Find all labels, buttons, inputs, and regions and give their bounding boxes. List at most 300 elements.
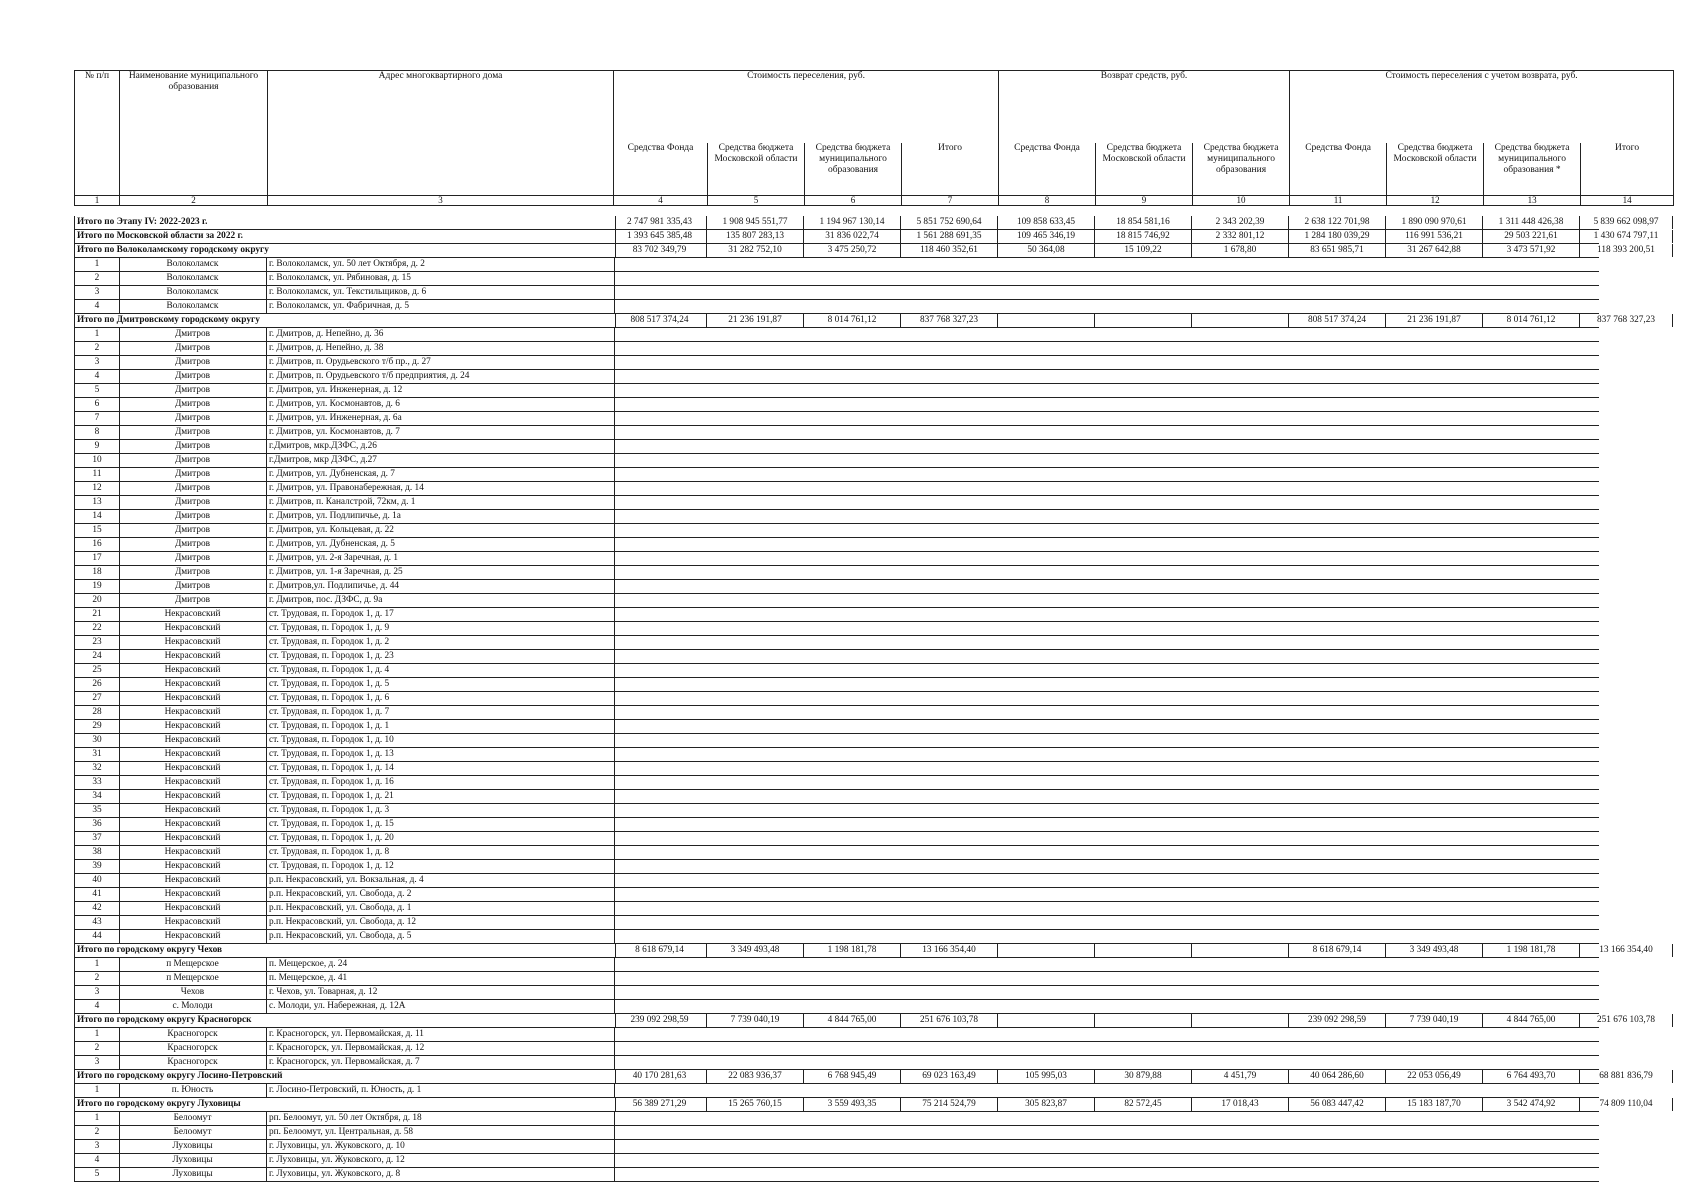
municipality-cell: Дмитров <box>119 370 267 383</box>
address-cell: г. Красногорск, ул. Первомайская, д. 11 <box>267 1028 615 1041</box>
row-number: 2 <box>74 1126 120 1139</box>
row-number: 13 <box>74 496 120 509</box>
municipality-cell: Дмитров <box>119 440 267 453</box>
municipality-cell: Некрасовский <box>119 664 267 677</box>
row-number: 25 <box>74 664 120 677</box>
row-number: 6 <box>74 398 120 411</box>
municipality-cell: Некрасовский <box>119 902 267 915</box>
municipality-cell: Некрасовский <box>119 734 267 747</box>
table-row <box>74 678 1599 692</box>
address-cell: п. Мещерское, д. 24 <box>267 958 615 971</box>
table-row <box>74 580 1599 594</box>
address-cell: г. Дмитров, ул. Правонабережная, д. 14 <box>267 482 615 495</box>
column-number: 11 <box>1290 196 1387 206</box>
row-number: 40 <box>74 874 120 887</box>
table-row <box>74 902 1599 916</box>
row-number: 22 <box>74 622 120 635</box>
total-value: 808 517 374,24 <box>1289 314 1386 327</box>
address-cell: г. Дмитров, ул. Кольцевая, д. 22 <box>267 524 615 537</box>
municipality-cell: Некрасовский <box>119 804 267 817</box>
municipality-cell: Волоколамск <box>119 258 267 271</box>
total-value: 5 851 752 690,64 <box>901 216 998 229</box>
total-value: 1 311 448 426,38 <box>1483 216 1580 229</box>
total-value: 1 908 945 551,77 <box>707 216 804 229</box>
row-number: 31 <box>74 748 120 761</box>
header-fund: Средства Фонда <box>999 143 1096 196</box>
row-number: 33 <box>74 776 120 789</box>
address-cell: г. Луховицы, ул. Жуковского, д. 8 <box>267 1168 615 1181</box>
row-number: 11 <box>74 468 120 481</box>
address-cell: р.п. Некрасовский, ул. Свобода, д. 12 <box>267 916 615 929</box>
row-number: 32 <box>74 762 120 775</box>
municipality-cell: Красногорск <box>119 1056 267 1069</box>
table-row <box>74 958 1599 972</box>
table-row <box>74 384 1599 398</box>
municipality-cell: Дмитров <box>119 482 267 495</box>
address-cell: г. Луховицы, ул. Жуковского, д. 12 <box>267 1154 615 1167</box>
total-value: 3 349 493,48 <box>1386 944 1483 957</box>
total-value: 17 018,43 <box>1192 1098 1289 1111</box>
municipality-cell: Чехов <box>119 986 267 999</box>
total-value: 15 183 187,70 <box>1386 1098 1483 1111</box>
address-cell: р.п. Некрасовский, ул. Вокзальная, д. 4 <box>267 874 615 887</box>
municipality-cell: Белоомут <box>119 1126 267 1139</box>
municipality-cell: Некрасовский <box>119 832 267 845</box>
total-value: 40 170 281,63 <box>613 1070 707 1083</box>
total-value: 82 572,45 <box>1095 1098 1192 1111</box>
municipality-cell: Дмитров <box>119 426 267 439</box>
total-value <box>1192 314 1289 327</box>
address-cell: г. Лосино-Петровский, п. Юность, д. 1 <box>267 1084 615 1097</box>
municipality-cell: Некрасовский <box>119 888 267 901</box>
address-cell: г. Чехов, ул. Товарная, д. 12 <box>267 986 615 999</box>
total-value: 1 561 288 691,35 <box>901 230 998 243</box>
total-value: 5 839 662 098,97 <box>1580 216 1673 229</box>
address-cell: ст. Трудовая, п. Городок 1, д. 14 <box>267 762 615 775</box>
table-row <box>74 846 1599 860</box>
municipality-cell: Красногорск <box>119 1028 267 1041</box>
total-value: 31 282 752,10 <box>707 244 804 257</box>
total-value: 18 815 746,92 <box>1095 230 1192 243</box>
total-value: 8 618 679,14 <box>1289 944 1386 957</box>
total-value: 4 844 765,00 <box>804 1014 901 1027</box>
total-value: 135 807 283,13 <box>707 230 804 243</box>
row-number: 20 <box>74 594 120 607</box>
municipality-cell: Луховицы <box>119 1154 267 1167</box>
column-number: 13 <box>1484 196 1581 206</box>
total-value: 105 995,03 <box>998 1070 1095 1083</box>
row-number: 1 <box>74 1028 120 1041</box>
total-value: 118 460 352,61 <box>901 244 998 257</box>
table-row <box>74 790 1599 804</box>
total-value: 118 393 200,51 <box>1580 244 1673 257</box>
row-number: 44 <box>74 930 120 943</box>
municipality-cell: Дмитров <box>119 342 267 355</box>
row-number: 1 <box>74 958 120 971</box>
table-row <box>74 356 1599 370</box>
address-cell: г. Луховицы, ул. Жуковского, д. 10 <box>267 1140 615 1153</box>
row-number: 14 <box>74 510 120 523</box>
municipality-cell: Некрасовский <box>119 860 267 873</box>
municipality-cell: Волоколамск <box>119 286 267 299</box>
total-label: Итого по Дмитровскому городскому округу <box>74 314 616 327</box>
column-number: 10 <box>1193 196 1290 206</box>
total-value: 22 083 936,37 <box>707 1070 804 1083</box>
header-municipality: Наименование муниципального образования <box>120 71 268 196</box>
municipality-cell: Некрасовский <box>119 762 267 775</box>
municipality-cell: Некрасовский <box>119 790 267 803</box>
address-cell: ст. Трудовая, п. Городок 1, д. 23 <box>267 650 615 663</box>
row-number: 24 <box>74 650 120 663</box>
row-number: 1 <box>74 258 120 271</box>
total-value: 7 739 040,19 <box>1386 1014 1483 1027</box>
table-row <box>74 468 1599 482</box>
row-number: 42 <box>74 902 120 915</box>
row-number: 34 <box>74 790 120 803</box>
address-cell: ст. Трудовая, п. Городок 1, д. 13 <box>267 748 615 761</box>
total-value: 1 890 090 970,61 <box>1386 216 1483 229</box>
header-total: Итого <box>1581 143 1674 196</box>
total-value: 4 844 765,00 <box>1483 1014 1580 1027</box>
total-value <box>1095 314 1192 327</box>
address-cell: г. Красногорск, ул. Первомайская, д. 12 <box>267 1042 615 1055</box>
table-row-total <box>74 1070 1653 1084</box>
address-cell: г. Дмитров, п. Каналстрой, 72км, д. 1 <box>267 496 615 509</box>
total-value: 1 678,80 <box>1192 244 1289 257</box>
municipality-cell: Некрасовский <box>119 776 267 789</box>
row-number: 19 <box>74 580 120 593</box>
address-cell: г.Дмитров, мкр.ДЗФС, д.26 <box>267 440 615 453</box>
total-value: 68 881 836,79 <box>1580 1070 1673 1083</box>
total-value: 4 451,79 <box>1192 1070 1289 1083</box>
header-fund: Средства Фонда <box>614 143 708 196</box>
table-row <box>74 552 1599 566</box>
table-row-total <box>74 216 1659 230</box>
total-label: Итого по городскому округу Луховицы <box>74 1098 616 1111</box>
table-row <box>74 1168 1599 1182</box>
row-number: 10 <box>74 454 120 467</box>
total-value: 56 083 447,42 <box>1289 1098 1386 1111</box>
table-row <box>74 720 1599 734</box>
row-number: 27 <box>74 692 120 705</box>
column-number: 5 <box>708 196 805 206</box>
table-row <box>74 1126 1599 1140</box>
row-number: 4 <box>74 1000 120 1013</box>
address-cell: с. Молоди, ул. Набережная, д. 12А <box>267 1000 615 1013</box>
table-row <box>74 454 1599 468</box>
total-value: 29 503 221,61 <box>1483 230 1580 243</box>
address-cell: ст. Трудовая, п. Городок 1, д. 6 <box>267 692 615 705</box>
row-number: 4 <box>74 1154 120 1167</box>
total-value: 1 194 967 130,14 <box>804 216 901 229</box>
address-cell: ст. Трудовая, п. Городок 1, д. 12 <box>267 860 615 873</box>
address-cell: р.п. Некрасовский, ул. Свобода, д. 1 <box>267 902 615 915</box>
header-region: Средства бюджета Московской области <box>1387 143 1484 196</box>
total-label: Итого по городскому округу Лосино-Петровский <box>74 1070 616 1083</box>
table-row <box>74 692 1599 706</box>
total-value <box>1095 944 1192 957</box>
municipality-cell: Дмитров <box>119 552 267 565</box>
row-number: 39 <box>74 860 120 873</box>
table-row <box>74 412 1599 426</box>
address-cell: ст. Трудовая, п. Городок 1, д. 16 <box>267 776 615 789</box>
total-value: 808 517 374,24 <box>613 314 707 327</box>
municipality-cell: Дмитров <box>119 468 267 481</box>
table-row <box>74 622 1599 636</box>
municipality-cell: Дмитров <box>119 412 267 425</box>
municipality-cell: п Мещерское <box>119 958 267 971</box>
municipality-cell: Некрасовский <box>119 846 267 859</box>
table-row <box>74 608 1599 622</box>
table-row <box>74 524 1599 538</box>
total-value: 2 343 202,39 <box>1192 216 1289 229</box>
header-no: № п/п <box>75 71 120 196</box>
table-row <box>74 482 1599 496</box>
total-label: Итого по городскому округу Красногорск <box>74 1014 616 1027</box>
total-value: 2 747 981 335,43 <box>613 216 707 229</box>
row-number: 35 <box>74 804 120 817</box>
row-number: 17 <box>74 552 120 565</box>
municipality-cell: Некрасовский <box>119 916 267 929</box>
row-number: 15 <box>74 524 120 537</box>
total-value: 305 823,87 <box>998 1098 1095 1111</box>
table-row <box>74 1056 1599 1070</box>
municipality-cell: Луховицы <box>119 1140 267 1153</box>
address-cell: г. Дмитров, п. Орудьевского т/б пр., д. 27 <box>267 356 615 369</box>
table-row <box>74 370 1599 384</box>
total-value: 31 267 642,88 <box>1386 244 1483 257</box>
address-cell: ст. Трудовая, п. Городок 1, д. 1 <box>267 720 615 733</box>
total-value: 3 349 493,48 <box>707 944 804 957</box>
total-value: 3 542 474,92 <box>1483 1098 1580 1111</box>
municipality-cell: Некрасовский <box>119 706 267 719</box>
address-cell: г. Дмитров, п. Орудьевского т/б предприятия, д. 24 <box>267 370 615 383</box>
municipality-cell: Волоколамск <box>119 300 267 313</box>
row-number: 9 <box>74 440 120 453</box>
address-cell: г. Волоколамск, ул. Фабричная, д. 5 <box>267 300 615 313</box>
row-number: 3 <box>74 1056 120 1069</box>
address-cell: ст. Трудовая, п. Городок 1, д. 17 <box>267 608 615 621</box>
address-cell: ст. Трудовая, п. Городок 1, д. 15 <box>267 818 615 831</box>
total-value: 109 858 633,45 <box>998 216 1095 229</box>
municipality-cell: Некрасовский <box>119 818 267 831</box>
header-group-net: Стоимость переселения с учетом возврата, руб. <box>1290 71 1674 144</box>
total-value: 3 559 493,35 <box>804 1098 901 1111</box>
address-cell: рп. Белоомут, ул. Центральная, д. 58 <box>267 1126 615 1139</box>
table-row-total <box>74 1014 1656 1028</box>
row-number: 37 <box>74 832 120 845</box>
row-number: 1 <box>74 1084 120 1097</box>
municipality-cell: Дмитров <box>119 594 267 607</box>
address-cell: п. Мещерское, д. 41 <box>267 972 615 985</box>
total-value: 15 109,22 <box>1095 244 1192 257</box>
municipality-cell: Некрасовский <box>119 650 267 663</box>
table-row <box>74 916 1599 930</box>
table-row-total <box>74 944 1653 958</box>
municipality-cell: Дмитров <box>119 580 267 593</box>
municipality-cell: Некрасовский <box>119 874 267 887</box>
address-cell: г. Дмитров,ул. Подлипичье, д. 44 <box>267 580 615 593</box>
address-cell: р.п. Некрасовский, ул. Свобода, д. 5 <box>267 930 615 943</box>
table-row <box>74 426 1599 440</box>
row-number: 38 <box>74 846 120 859</box>
row-number: 36 <box>74 818 120 831</box>
total-value: 22 053 056,49 <box>1386 1070 1483 1083</box>
total-value: 83 651 985,71 <box>1289 244 1386 257</box>
address-cell: ст. Трудовая, п. Городок 1, д. 9 <box>267 622 615 635</box>
row-number: 21 <box>74 608 120 621</box>
column-number: 4 <box>614 196 708 206</box>
column-number: 14 <box>1581 196 1674 206</box>
total-value: 2 638 122 701,98 <box>1289 216 1386 229</box>
municipality-cell: Дмитров <box>119 356 267 369</box>
municipality-cell: Некрасовский <box>119 608 267 621</box>
table-row <box>74 734 1599 748</box>
table-row <box>74 398 1599 412</box>
column-number: 2 <box>120 196 268 206</box>
row-number: 2 <box>74 342 120 355</box>
total-value: 1 393 645 385,48 <box>613 230 707 243</box>
header-group-cost: Стоимость переселения, руб. <box>614 71 999 144</box>
row-number: 1 <box>74 1112 120 1125</box>
address-cell: р.п. Некрасовский, ул. Свобода, д. 2 <box>267 888 615 901</box>
address-cell: г. Дмитров, д. Непейно, д. 38 <box>267 342 615 355</box>
table-row <box>74 1000 1599 1014</box>
address-cell: ст. Трудовая, п. Городок 1, д. 21 <box>267 790 615 803</box>
table-row <box>74 972 1599 986</box>
address-cell: г. Дмитров, ул. Инженерная, д. 6а <box>267 412 615 425</box>
row-number: 3 <box>74 286 120 299</box>
row-number: 16 <box>74 538 120 551</box>
address-cell: г. Дмитров, ул. Подлипичье, д. 1а <box>267 510 615 523</box>
municipality-cell: Дмитров <box>119 384 267 397</box>
table-row <box>74 594 1599 608</box>
table-row <box>74 1028 1599 1042</box>
municipality-cell: Некрасовский <box>119 748 267 761</box>
row-number: 2 <box>74 1042 120 1055</box>
address-cell: г. Красногорск, ул. Первомайская, д. 7 <box>267 1056 615 1069</box>
total-value: 1 284 180 039,29 <box>1289 230 1386 243</box>
table-row <box>74 496 1599 510</box>
address-cell: г.Дмитров, мкр ДЗФС, д.27 <box>267 454 615 467</box>
table-row-total <box>74 1098 1653 1112</box>
table-row <box>74 860 1599 874</box>
total-value: 3 475 250,72 <box>804 244 901 257</box>
table-row <box>74 1042 1599 1056</box>
row-number: 2 <box>74 972 120 985</box>
total-value: 31 836 022,74 <box>804 230 901 243</box>
column-number: 6 <box>805 196 902 206</box>
table-row <box>74 342 1599 356</box>
header-region: Средства бюджета Московской области <box>708 143 805 196</box>
municipality-cell: п. Юность <box>119 1084 267 1097</box>
total-value: 1 198 181,78 <box>1483 944 1580 957</box>
table-row <box>74 748 1599 762</box>
address-cell: г. Дмитров, пос. ДЗФС, д. 9а <box>267 594 615 607</box>
total-value <box>998 314 1095 327</box>
total-value: 2 332 801,12 <box>1192 230 1289 243</box>
total-value: 6 764 493,70 <box>1483 1070 1580 1083</box>
municipality-cell: Дмитров <box>119 510 267 523</box>
municipality-cell: Некрасовский <box>119 678 267 691</box>
total-value: 239 092 298,59 <box>1289 1014 1386 1027</box>
column-number: 9 <box>1096 196 1193 206</box>
total-value: 83 702 349,79 <box>613 244 707 257</box>
table-row <box>74 510 1599 524</box>
row-number: 8 <box>74 426 120 439</box>
row-number: 30 <box>74 734 120 747</box>
total-value: 7 739 040,19 <box>707 1014 804 1027</box>
municipality-cell: п Мещерское <box>119 972 267 985</box>
row-number: 43 <box>74 916 120 929</box>
total-value <box>998 1014 1095 1027</box>
row-number: 7 <box>74 412 120 425</box>
municipality-cell: Некрасовский <box>119 720 267 733</box>
municipality-cell: Дмитров <box>119 538 267 551</box>
total-value: 6 768 945,49 <box>804 1070 901 1083</box>
table-row <box>74 1112 1599 1126</box>
total-value: 116 991 536,21 <box>1386 230 1483 243</box>
total-value: 13 166 354,40 <box>1580 944 1673 957</box>
address-cell: г. Дмитров, ул. Инженерная, д. 12 <box>267 384 615 397</box>
table-row <box>74 272 1599 286</box>
row-number: 4 <box>74 370 120 383</box>
total-value: 21 236 191,87 <box>707 314 804 327</box>
total-value: 13 166 354,40 <box>901 944 998 957</box>
total-value: 837 768 327,23 <box>1580 314 1673 327</box>
municipality-cell: Красногорск <box>119 1042 267 1055</box>
address-cell: г. Дмитров, д. Непейно, д. 36 <box>267 328 615 341</box>
total-value: 15 265 760,15 <box>707 1098 804 1111</box>
row-number: 3 <box>74 356 120 369</box>
total-value: 837 768 327,23 <box>901 314 998 327</box>
row-number: 3 <box>74 1140 120 1153</box>
total-value: 1 198 181,78 <box>804 944 901 957</box>
table-row <box>74 818 1599 832</box>
column-number: 7 <box>902 196 999 206</box>
row-number: 41 <box>74 888 120 901</box>
header-municipal: Средства бюджета муниципального образования <box>1193 143 1290 196</box>
total-value: 8 014 761,12 <box>1483 314 1580 327</box>
row-number: 4 <box>74 300 120 313</box>
total-value: 8 014 761,12 <box>804 314 901 327</box>
total-value: 8 618 679,14 <box>613 944 707 957</box>
address-cell: г. Волоколамск, ул. Текстильщиков, д. 6 <box>267 286 615 299</box>
column-number: 8 <box>999 196 1096 206</box>
table-row <box>74 258 1599 272</box>
header-group-return: Возврат средств, руб. <box>999 71 1290 144</box>
table-row <box>74 650 1599 664</box>
total-value: 3 473 571,92 <box>1483 244 1580 257</box>
table-row <box>74 566 1599 580</box>
municipality-cell: Волоколамск <box>119 272 267 285</box>
table-header <box>74 70 1674 206</box>
municipality-cell: Дмитров <box>119 328 267 341</box>
municipality-cell: Дмитров <box>119 566 267 579</box>
table-row <box>74 706 1599 720</box>
header-column-numbers <box>75 196 1674 206</box>
total-value: 40 064 286,60 <box>1289 1070 1386 1083</box>
municipality-cell: Дмитров <box>119 524 267 537</box>
table-row <box>74 300 1599 314</box>
address-cell: ст. Трудовая, п. Городок 1, д. 10 <box>267 734 615 747</box>
address-cell: г. Волоколамск, ул. Рябиновая, д. 15 <box>267 272 615 285</box>
total-value <box>1192 944 1289 957</box>
row-number: 5 <box>74 1168 120 1181</box>
total-value <box>998 944 1095 957</box>
header-total: Итого <box>902 143 999 196</box>
column-number: 1 <box>75 196 120 206</box>
